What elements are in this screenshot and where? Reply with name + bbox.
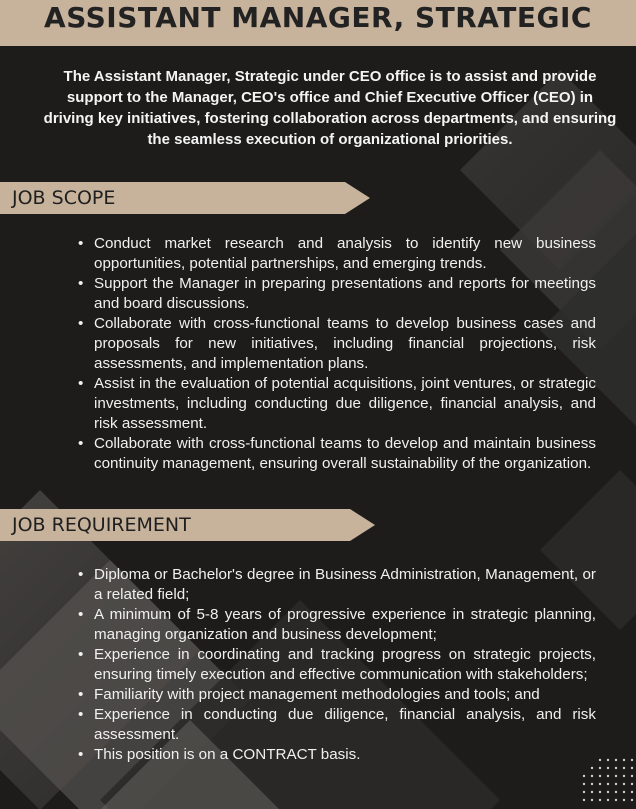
page-title: ASSISTANT MANAGER, STRATEGIC [44, 1, 592, 34]
list-item: • Familiarity with project management methodologies and tools; and [78, 685, 596, 705]
list-item: • A minimum of 5-8 years of progressive experience in strategic planning, managing organization and business development; [78, 605, 596, 645]
intro-paragraph: The Assistant Manager, Strategic under CEO office is to assist and provide support to the Manager, CEO's office and Chief Executive Officer (CEO) in driving key initiatives, fostering collaboration across departments, and ensuring the seamless execution of organizational priorities. [43, 68, 617, 148]
list-item: • Collaborate with cross-functional teams to develop business cases and proposals for new initiatives, including financial projections, risk assessments, and implementation plans. [78, 314, 596, 374]
job-scope-heading: JOB SCOPE [12, 187, 116, 209]
list-item: • Experience in coordinating and tracking progress on strategic projects, ensuring timely execution and effective communication with stakeholders; [78, 645, 596, 685]
list-item: • This position is on a CONTRACT basis. [78, 745, 596, 765]
list-item: • Support the Manager in preparing presentations and reports for meetings and board discussions. [78, 274, 596, 314]
job-requirement-heading: JOB REQUIREMENT [12, 514, 191, 536]
list-item: • Conduct market research and analysis to identify new business opportunities, potential partnerships, and emerging trends. [78, 234, 596, 274]
job-requirement-header [0, 509, 370, 541]
job-requirement-list [78, 565, 596, 765]
list-item: • Collaborate with cross-functional teams to develop and maintain business continuity management, ensuring overall sustainability of the organization. [78, 434, 596, 474]
job-scope-header [0, 182, 370, 214]
job-scope-list [78, 234, 596, 474]
list-item: • Assist in the evaluation of potential acquisitions, joint ventures, or strategic investments, including conducting due diligence, financial analysis, and risk assessment. [78, 374, 596, 434]
list-item: • Experience in conducting due diligence, financial analysis, and risk assessment. [78, 705, 596, 745]
list-item: • Diploma or Bachelor's degree in Business Administration, Management, or a related field; [78, 565, 596, 605]
